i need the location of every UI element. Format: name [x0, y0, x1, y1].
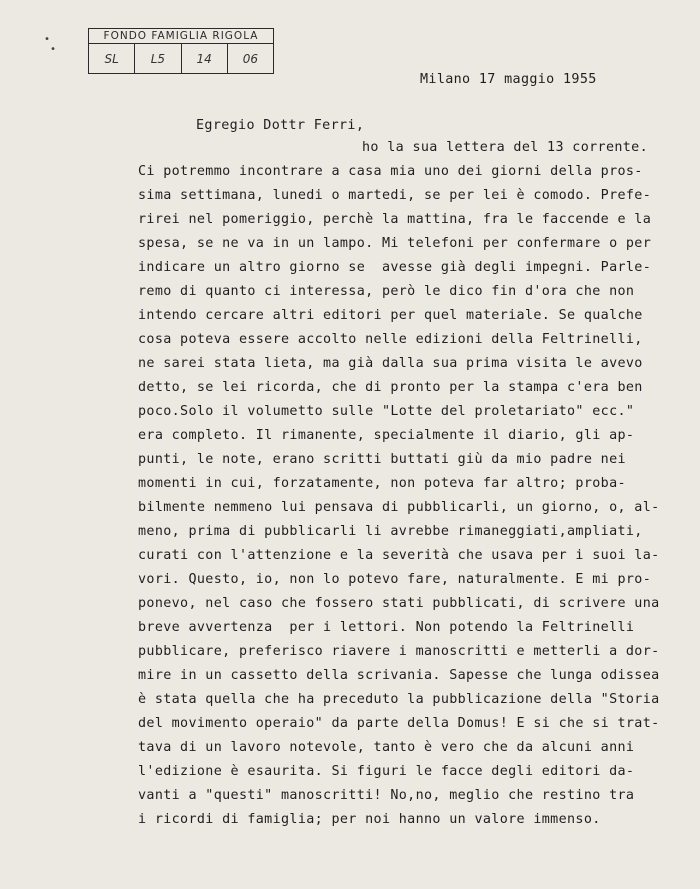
body-line: Ci potremmo incontrare a casa mia uno dei giorni della pros- [138, 164, 643, 179]
body-line: poco.Solo il volumetto sulle "Lotte del proletariato" ecc." [138, 404, 635, 419]
stamp-cells [89, 44, 273, 74]
body-line: i ricordi di famiglia; per noi hanno un valore immenso. [138, 812, 601, 827]
body-line: del movimento operaio" da parte della Domus! E si che si trat- [138, 716, 660, 731]
body-line: è stata quella che ha preceduto la pubblicazione della "Storia [138, 692, 660, 707]
body-line: remo di quanto ci interessa, però le dico fin d'ora che non [138, 284, 635, 299]
body-line: vori. Questo, io, non lo potevo fare, naturalmente. E mi pro- [138, 572, 652, 587]
body-line: punti, le note, erano scritti buttati giù da mio padre nei [138, 452, 626, 467]
stamp-cell: 14 [182, 44, 228, 74]
body-line: tava di un lavoro notevole, tanto è vero che da alcuni anni [138, 740, 635, 755]
punch-mark: • [44, 34, 51, 45]
stamp-cell: SL [89, 44, 135, 74]
stamp-cell: 06 [242, 52, 259, 66]
body-line: era completo. Il rimanente, specialmente il diario, gli ap- [138, 428, 635, 443]
body-line: meno, prima di pubblicarli li avrebbe rimaneggiati,ampliati, [138, 524, 643, 539]
body-line: sima settimana, lunedi o martedi, se per lei è comodo. Prefe- [138, 188, 652, 203]
body-line: rirei nel pomeriggio, perchè la mattina, fra le faccende e la [138, 212, 652, 227]
body-line: intendo cercare altri editori per quel materiale. Se qualche [138, 308, 643, 323]
letter-date: Milano 17 maggio 1955 [420, 72, 597, 87]
body-line: ponevo, nel caso che fossero stati pubblicati, di scrivere una [138, 596, 660, 611]
stamp-title: FONDO FAMIGLIA RIGOLA [89, 29, 273, 44]
punch-mark: • [50, 44, 57, 55]
letter-salutation: Egregio Dottr Ferri, [196, 118, 365, 133]
body-line: ho la sua lettera del 13 corrente. [362, 140, 649, 155]
body-line: l'edizione è esaurita. Si figuri le facce degli editori da- [138, 764, 635, 779]
archive-stamp [88, 28, 274, 74]
body-line: momenti in cui, forzatamente, non poteva far altro; proba- [138, 476, 626, 491]
body-line: vanti a "questi" manoscritti! No,no, meglio che restino tra [138, 788, 635, 803]
body-line: pubblicare, preferisco riavere i manoscritti e metterli a dor- [138, 644, 660, 659]
body-line: ne sarei stata lieta, ma già dalla sua prima visita le avevo [138, 356, 643, 371]
body-line: cosa poteva essere accolto nelle edizioni della Feltrinelli, [138, 332, 643, 347]
stamp-cell: L5 [135, 44, 181, 74]
body-line: mire in un cassetto della scrivania. Sapesse che lunga odissea [138, 668, 660, 683]
body-line: breve avvertenza per i lettori. Non potendo la Feltrinelli [138, 620, 635, 635]
body-line: curati con l'attenzione e la severità che usava per i suoi la- [138, 548, 660, 563]
body-line: detto, se lei ricorda, che di pronto per la stampa c'era ben [138, 380, 643, 395]
body-line: spesa, se ne va in un lampo. Mi telefoni per confermare o per [138, 236, 652, 251]
body-line: bilmente nemmeno lui pensava di pubblicarli, un giorno, o, al- [138, 500, 660, 515]
body-line: indicare un altro giorno se avesse già degli impegni. Parle- [138, 260, 652, 275]
